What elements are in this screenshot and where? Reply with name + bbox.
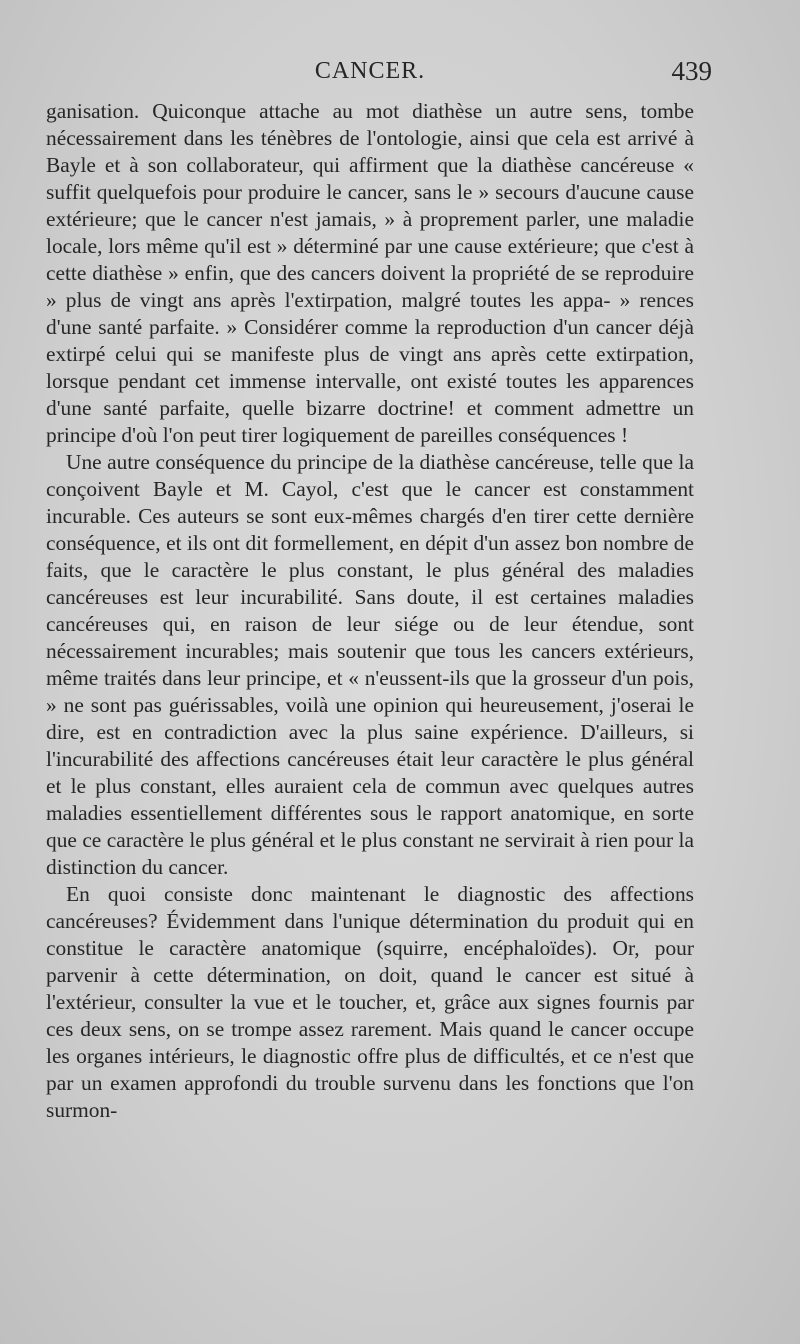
running-head <box>46 54 712 98</box>
paragraph-incurability: Une autre conséquence du principe de la diathèse cancéreuse, telle que la conçoivent Bayle et M. Cayol, c'est que le cancer est constamment incurable. Ces auteurs se sont eux-mêmes chargés d'en tirer cette dernière conséquence, et ils ont dit formellement, en dépit d'un assez bon nombre de faits, que le caractère le plus constant, le plus général des maladies cancéreuses est leur incurabilité. Sans doute, il est certaines maladies cancéreuses qui, en raison de leur siége ou de leur étendue, sont nécessairement incurables; mais soutenir que tous les cancers extérieurs, même traités dans leur principe, et « n'eussent-ils que la grosseur d'un pois, » ne sont pas guérissables, voilà une opinion qui heureusement, j'oserai le dire, est en contradiction avec la plus saine expérience. D'ailleurs, si l'incurabilité des affections cancéreuses était leur caractère le plus général et le plus constant, elles auraient cela de commun avec quelques autres maladies essentiellement différentes sous le rapport anatomique, en sorte que ce caractère le plus général et le plus constant ne servirait à rien pour la distinction du cancer. <box>46 450 694 879</box>
paragraph-continuation: ganisation. Quiconque attache au mot diathèse un autre sens, tombe nécessairement dans les ténèbres de l'ontologie, ainsi que cela est arrivé à Bayle et à son collaborateur, qui affirment que la diathèse cancéreuse « suffit quelquefois pour produire le cancer, sans le » secours d'aucune cause extérieure; que le cancer n'est jamais, » à proprement parler, une maladie locale, lors même qu'il est » déterminé par une cause extérieure; que c'est à cette diathèse » enfin, que des cancers doivent la propriété de se reproduire » plus de vingt ans après l'extirpation, malgré toutes les appa- » rences d'une santé parfaite. » Considérer comme la reproduction d'un cancer déjà extirpé celui qui se manifeste plus de vingt ans après cette extirpation, lorsque pendant cet immense intervalle, ont existé toutes les apparences d'une santé parfaite, quelle bizarre doctrine! et comment admettre un principe d'où l'on peut tirer logiquement de pareilles conséquences ! <box>46 99 694 447</box>
body-text <box>46 98 694 1124</box>
page-number: 439 <box>671 56 712 86</box>
paragraph-diagnostic: En quoi consiste donc maintenant le diagnostic des affections cancéreuses? Évidemment dans l'unique détermination du produit qui en constitue le caractère anatomique (squirre, encéphaloïdes). Or, pour parvenir à cette détermination, on doit, quand le cancer est situé à l'extérieur, consulter la vue et le toucher, et, grâce aux signes fournis par ces deux sens, on se trompe assez rarement. Mais quand le cancer occupe les organes intérieurs, le diagnostic offre plus de difficultés, et ce n'est que par un examen approfondi du trouble survenu dans les fonctions que l'on surmon- <box>46 882 694 1122</box>
running-title: CANCER. <box>314 58 426 84</box>
